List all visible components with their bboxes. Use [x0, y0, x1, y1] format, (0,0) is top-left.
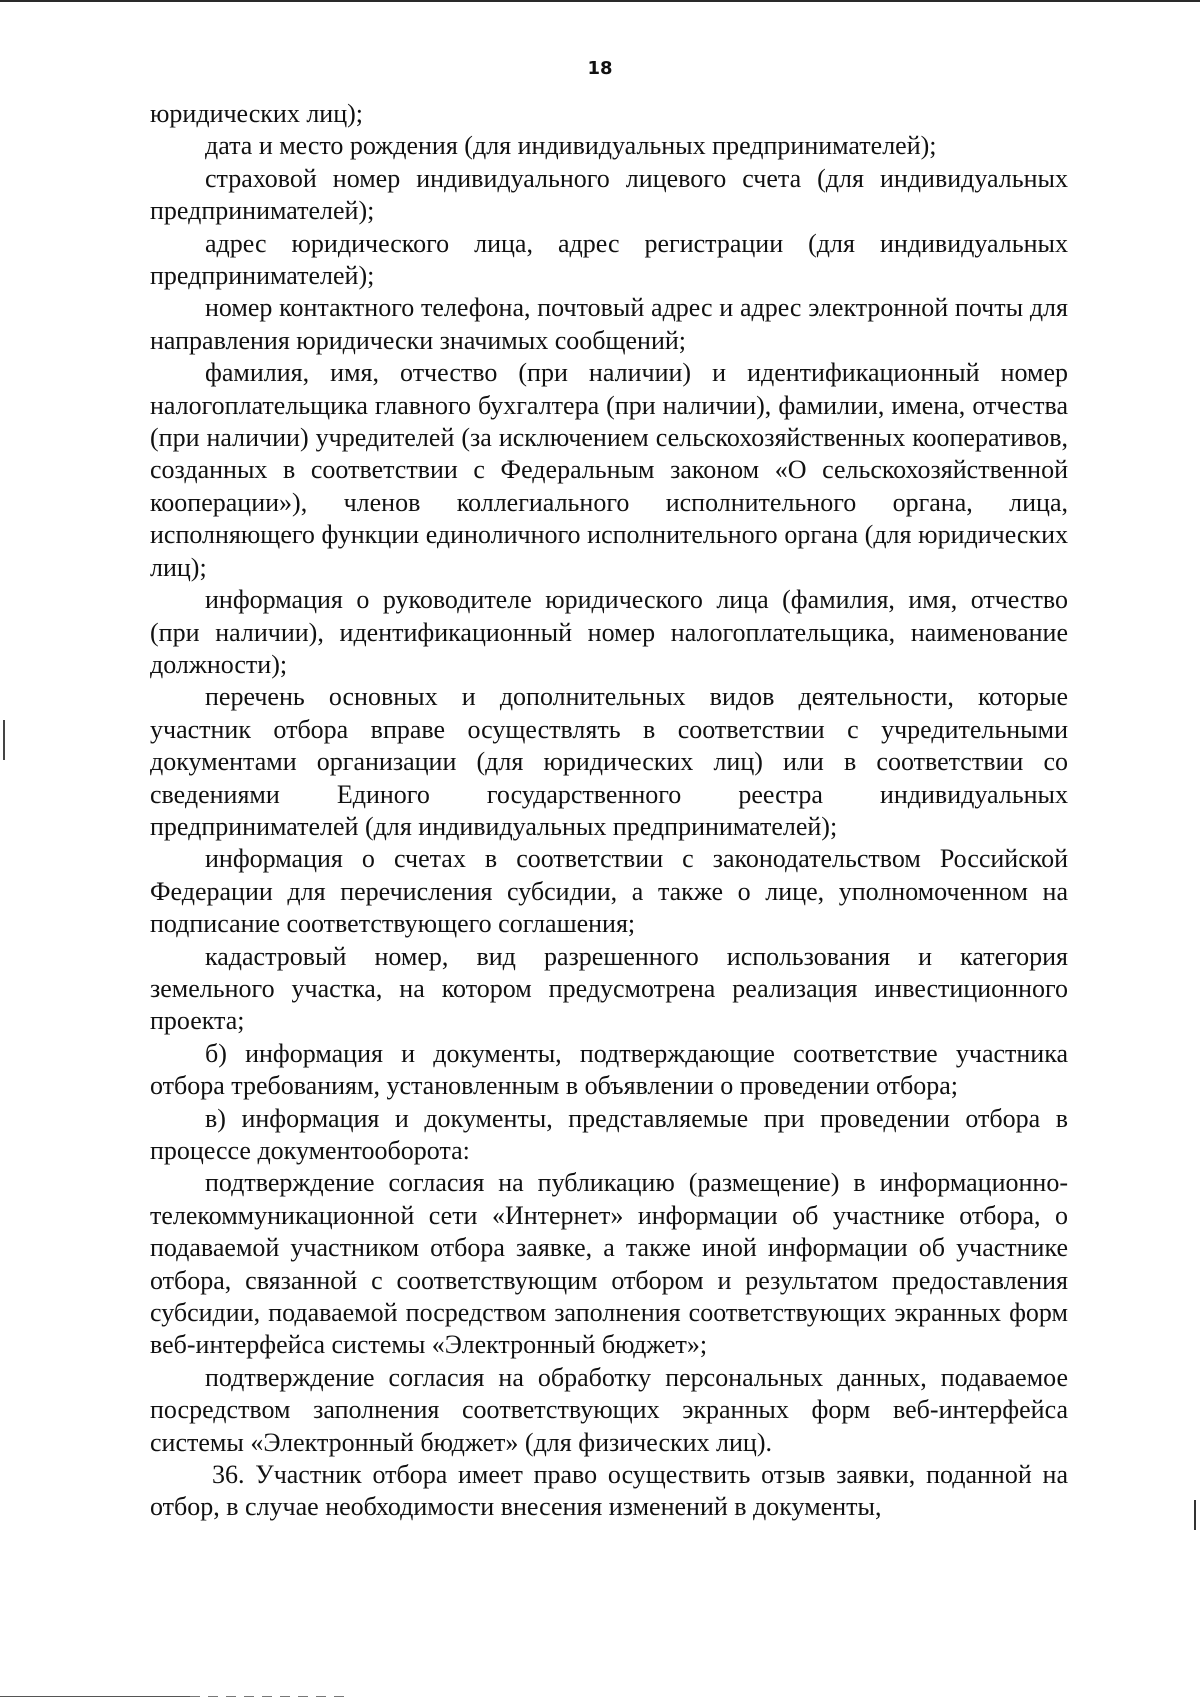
paragraph-3: страховой номер индивидуального лицевого счета (для индивидуальных предпринимателей); [150, 163, 1068, 226]
paragraph-13: подтверждение согласия на публикацию (размещение) в информационно-телекоммуникационной сети «Интернет» информации об участнике отбора, о подаваемой участником отбора заявке, а также иной информации об участнике отбора, связанной с соответствующим отбором и результатом предоставления субсидии, подаваемой посредством заполнения соответствующих экранных форм веб-интерфейса системы «Электронный бюджет»; [150, 1168, 1068, 1360]
scan-mark-left [3, 720, 5, 760]
paragraph-15: 36. Участник отбора имеет право осуществить отзыв заявки, поданной на отбор, в случае необходимости внесения изменений в документы, [150, 1460, 1068, 1522]
paragraph-8: перечень основных и дополнительных видов деятельности, которые участник отбора вправе осуществлять в соответствии с учредительными документами организации (для юридических лиц) или в соответствии со сведениями Единого государственного реестра индивидуальных предпринимателей (для индивидуальных предпринимателей); [150, 682, 1068, 841]
scan-edge-bottom [0, 1696, 190, 1697]
paragraph-7: информация о руководителе юридического лица (фамилия, имя, отчество (при наличии), идентификационный номер налогоплательщика, наименование должности); [150, 585, 1068, 679]
paragraph-14: подтверждение согласия на обработку персональных данных, подаваемое посредством заполнения соответствующих экранных форм веб-интерфейса системы «Электронный бюджет» (для физических лиц). [150, 1362, 1068, 1457]
scan-mark-right [1194, 1500, 1196, 1530]
paragraph-4: адрес юридического лица, адрес регистрации (для индивидуальных предпринимателей); [150, 228, 1068, 291]
paragraph-6: фамилия, имя, отчество (при наличии) и идентификационный номер налогоплательщика главного бухгалтера (при наличии), фамилии, имена, отчества (при наличии) учредителей (за исключением сельскохозяйственных кооперативов, созданных в соответствии с Федеральным законом «О сельскохозяйственной кооперации»), членов коллегиального исполнительного органа, лица, исполняющего функции единоличного исполнительного органа (для юридических лиц); [150, 358, 1068, 582]
page-number: 18 [587, 58, 613, 79]
paragraph-12: в) информация и документы, представляемые при проведении отбора в процессе документооборота: [150, 1103, 1068, 1165]
document-body [150, 98, 1068, 1524]
scan-edge-top [0, 0, 1200, 2]
paragraph-11: б) информация и документы, подтверждающие соответствие участника отбора требованиям, установленным в объявлении о проведении отбора; [150, 1038, 1068, 1101]
scan-edge-bottom-dashed [190, 1696, 350, 1697]
paragraph-10: кадастровый номер, вид разрешенного использования и категория земельного участка, на котором предусмотрена реализация инвестиционного проекта; [150, 941, 1068, 1036]
paragraph-5: номер контактного телефона, почтовый адрес и адрес электронной почты для направления юридически значимых сообщений; [150, 293, 1068, 355]
paragraph-2: дата и место рождения (для индивидуальных предпринимателей); [205, 131, 937, 161]
paragraph-1: юридических лиц); [150, 99, 364, 128]
paragraph-9: информация о счетах в соответствии с законодательством Российской Федерации для перечисления субсидии, а также о лице, уполномоченном на подписание соответствующего соглашения; [150, 844, 1068, 939]
